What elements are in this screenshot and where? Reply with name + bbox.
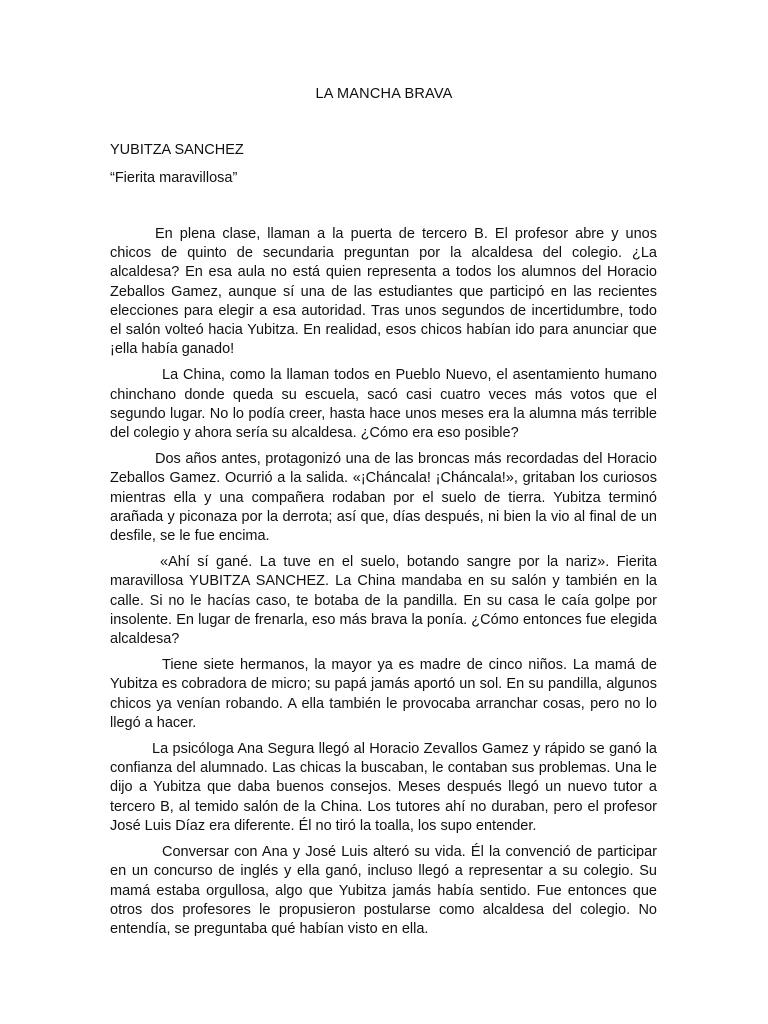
author-name: YUBITZA SANCHEZ <box>110 142 244 158</box>
paragraph-7: Conversar con Ana y José Luis alteró su vida. Él la convenció de participar en un concurso de inglés y ella ganó, incluso llegó a representar a su colegio. Su mamá estaba orgullosa, algo que Yubitza jamás había sentido. Fue entonces que otros dos profesores le propusieron postularse como alcaldesa del colegio. No entendía, se preguntaba qué habían visto en ella. <box>110 844 657 937</box>
paragraph-1: En plena clase, llaman a la puerta de tercero B. El profesor abre y unos chicos de quinto de secundaria preguntan por la alcaldesa del colegio. ¿La alcaldesa? En esa aula no está quien representa a todos los alumnos del Horacio Zeballos Gamez, aunque sí una de las estudiantes que participó en las recientes elecciones para elegir a esa autoridad. Tras unos segundos de incertidumbre, todo el salón volteó hacia Yubitza. En realidad, esos chicos habían ido para anunciar que ¡ella había ganado! <box>110 226 657 358</box>
document-body <box>110 225 657 946</box>
paragraph-6: La psicóloga Ana Segura llegó al Horacio Zevallos Gamez y rápido se ganó la confianza del alumnado. Las chicas la buscaban, le contaban sus problemas. Una le dijo a Yubitza que daba buenos consejos. Meses después llegó un nuevo tutor a tercero B, al temido salón de la China. Los tutores ahí no duraban, pero el profesor José Luis Díaz era diferente. Él no tiró la toalla, los supo entender. <box>110 741 657 834</box>
paragraph-2: La China, como la llaman todos en Pueblo Nuevo, el asentamiento humano chinchano donde queda su escuela, sacó casi cuatro veces más votos que el segundo lugar. No lo podía creer, hasta hace unos meses era la alumna más terrible del colegio y ahora sería su alcaldesa. ¿Cómo era eso posible? <box>110 367 657 442</box>
paragraph-3: Dos años antes, protagonizó una de las broncas más recordadas del Horacio Zeballos Gamez. Ocurrió a la salida. «¡Cháncala! ¡Cháncala!», gritaban los curiosos mientras ella y una compañera rodaban por el suelo de tierra. Yubitza terminó arañada y piconaza por la derrota; así que, días después, ni bien la vio al final de un desfile, se le fue encima. <box>110 451 657 545</box>
document-title: LA MANCHA BRAVA <box>315 86 453 102</box>
paragraph-4: «Ahí sí gané. La tuve en el suelo, botando sangre por la nariz». Fierita maravillosa YUBITZA SANCHEZ. La China mandaba en su salón y también en la calle. Si no le hacías caso, te botaba de la pandilla. En su casa le caía golpe por insolente. En lugar de frenarla, eso más brava la ponía. ¿Cómo entonces fue elegida alcaldesa? <box>110 554 657 648</box>
document-subtitle: “Fierita maravillosa” <box>110 170 238 186</box>
paragraph-5: Tiene siete hermanos, la mayor ya es madre de cinco niños. La mamá de Yubitza es cobradora de micro; su papá jamás aportó un sol. En su pandilla, algunos chicos ya venían robando. A ella también le provocaba arranchar cosas, pero no lo llegó a hacer. <box>110 657 657 731</box>
